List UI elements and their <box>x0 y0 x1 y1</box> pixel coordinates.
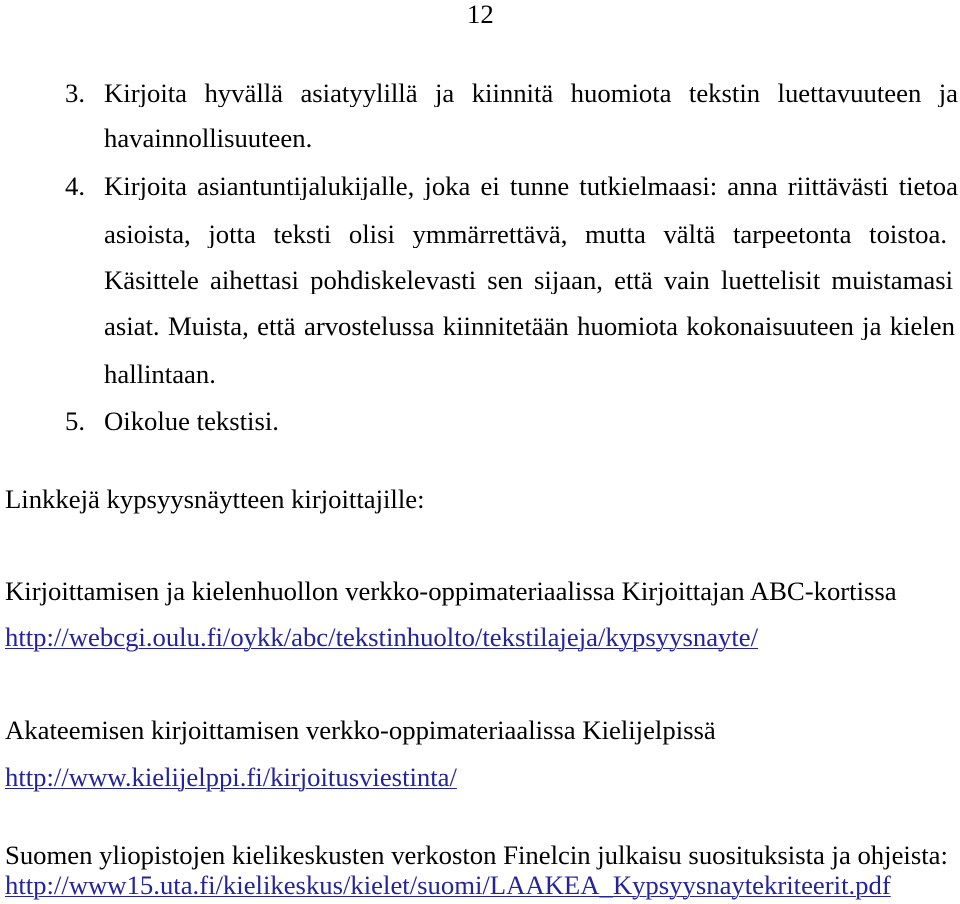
list-item-text-line: asioista, jotta teksti olisi ymmärrettävä, mutta vältä tarpeetonta toistoa. <box>104 220 947 248</box>
list-item-text-line: havainnollisuuteen. <box>104 123 313 153</box>
list-item-text-line: Kirjoita hyvällä asiatyylillä ja kiinnitä huomiota tekstin luettavuuteen ja <box>104 79 958 107</box>
list-item-number: 5. <box>65 406 86 436</box>
resource-description: Akateemisen kirjoittamisen verkko-oppimateriaalissa Kielijelpissä <box>5 715 716 745</box>
list-item-number: 4. <box>65 171 86 201</box>
page-number: 12 <box>467 0 494 29</box>
resource-link[interactable]: http://www.kielijelppi.fi/kirjoitusviestinta/ <box>5 762 457 792</box>
resource-link-row <box>5 763 457 791</box>
resource-link[interactable]: http://www15.uta.fi/kielikeskus/kielet/suomi/LAAKEA_Kypsyysnaytekriteerit.pdf <box>5 870 891 900</box>
resource-link[interactable]: http://webcgi.oulu.fi/oykk/abc/tekstinhuolto/tekstilajeja/kypsyysnayte/ <box>5 622 759 652</box>
list-item-number: 3. <box>65 78 86 108</box>
list-item-text-line: hallintaan. <box>104 359 216 389</box>
list-item-text-line: Kirjoita asiantuntijalukijalle, joka ei tunne tutkielmaasi: anna riittävästi tietoa <box>104 172 958 200</box>
resource-description: Suomen yliopistojen kielikeskusten verkoston Finelcin julkaisu suosituksista ja ohjeista: <box>5 840 948 870</box>
resource-description: Kirjoittamisen ja kielenhuollon verkko-oppimateriaalissa Kirjoittajan ABC-kortissa <box>5 576 897 606</box>
list-item-text-line: asiat. Muista, että arvostelussa kiinnitetään huomiota kokonaisuuteen ja kielen <box>104 312 955 340</box>
resource-link-row <box>5 871 891 899</box>
list-item-text-line: Oikolue tekstisi. <box>104 406 279 436</box>
links-heading: Linkkejä kypsyysnäytteen kirjoittajille: <box>5 484 425 514</box>
resource-link-row <box>5 623 758 651</box>
list-item-text-line: Käsittele aihettasi pohdiskelevasti sen sijaan, että vain luettelisit muistamasi <box>104 266 953 294</box>
